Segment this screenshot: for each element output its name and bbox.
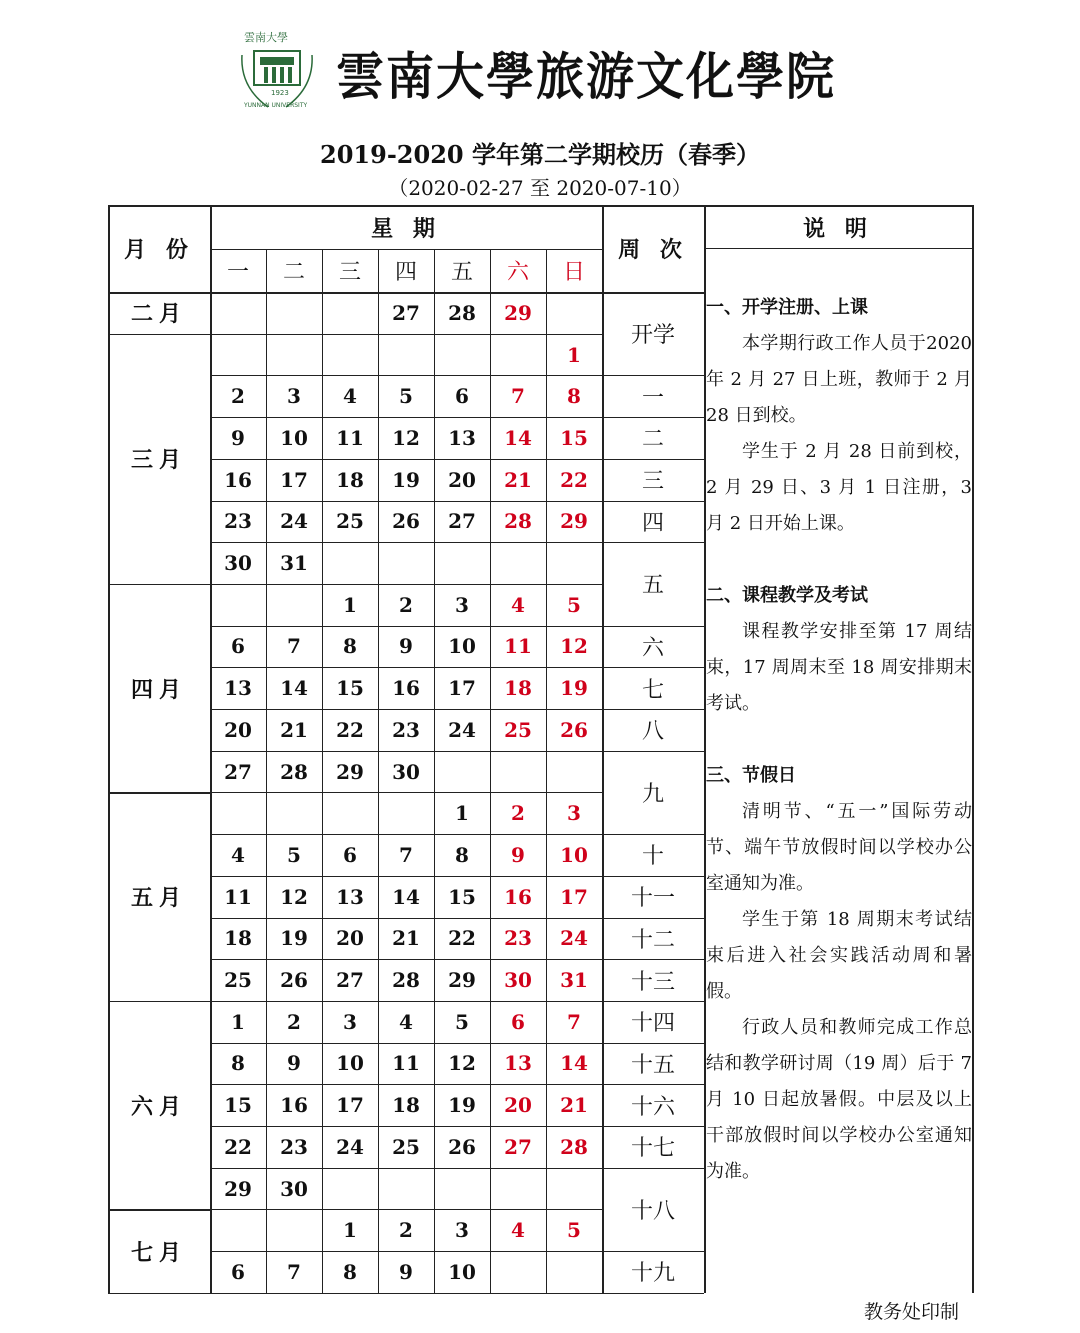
date-cell: 7 [567, 1009, 581, 1034]
date-cell: 24 [560, 926, 588, 951]
date-cell [322, 334, 378, 376]
date-cell: 30 [224, 551, 252, 576]
date-cell: 20 [336, 926, 364, 951]
date-cell [434, 1168, 490, 1210]
date-cell [490, 751, 546, 793]
date-cell: 28 [280, 759, 308, 784]
date-cell: 6 [231, 1259, 245, 1284]
date-cell [322, 1168, 378, 1210]
weekday-header: 一 [226, 260, 249, 285]
date-cell: 17 [280, 467, 308, 492]
date-cell: 10 [280, 425, 308, 450]
date-cell: 23 [224, 509, 252, 534]
date-cell: 19 [280, 926, 308, 951]
date-cell: 7 [399, 842, 413, 867]
date-cell: 5 [567, 592, 581, 617]
date-cell: 3 [455, 592, 469, 617]
date-cell: 26 [560, 717, 588, 742]
date-cell: 10 [560, 842, 588, 867]
date-cell: 29 [448, 968, 476, 993]
date-cell: 1 [343, 592, 357, 617]
date-cell: 22 [560, 467, 588, 492]
week-number-label: 七 [641, 677, 664, 703]
date-cell: 14 [280, 676, 308, 701]
school-name: 雲南大學旅游文化學院 [336, 47, 837, 107]
date-cell: 23 [280, 1134, 308, 1159]
date-cell: 25 [392, 1134, 420, 1159]
weekday-header: 日 [562, 260, 585, 285]
date-cell: 11 [224, 884, 252, 909]
date-cell: 6 [231, 634, 245, 659]
footer-issuer: 教务处印制 [864, 1301, 960, 1323]
date-cell: 27 [224, 759, 252, 784]
date-cell [210, 584, 266, 626]
date-cell: 9 [399, 1259, 413, 1284]
date-cell: 26 [448, 1134, 476, 1159]
date-cell: 16 [280, 1093, 308, 1118]
date-cell: 11 [336, 425, 364, 450]
date-cell: 10 [336, 1051, 364, 1076]
date-cell [322, 292, 378, 334]
weekday-header: 二 [282, 260, 305, 285]
notes-paragraph: 本学期行政工作人员于2020 年 2 月 27 日上班，教师于 2 月 28 日到校。 [706, 333, 972, 426]
date-cell: 13 [224, 676, 252, 701]
date-cell: 4 [511, 1218, 525, 1243]
date-cell: 11 [504, 634, 532, 659]
date-cell: 28 [448, 300, 476, 325]
notes-paragraph: 课程教学安排至第 17 周结束，17 周周末至 18 周安排期末考试。 [706, 621, 972, 714]
date-cell: 31 [560, 968, 588, 993]
date-cell: 20 [448, 467, 476, 492]
date-cell: 12 [392, 425, 420, 450]
table-rule [108, 1293, 704, 1295]
notes-paragraph: 行政人员和教师完成工作总结和教学研讨周（19 周）后于 7 月 10 日起放暑假。中层及以上干部放假时间以学校办公室通知为准。 [706, 1017, 972, 1182]
week-number-label: 十六 [630, 1094, 675, 1120]
date-cell: 30 [392, 759, 420, 784]
date-cell: 8 [567, 384, 581, 409]
date-cell: 14 [504, 425, 532, 450]
date-cell [490, 542, 546, 584]
date-cell: 5 [567, 1218, 581, 1243]
date-cell: 31 [280, 551, 308, 576]
date-cell: 1 [567, 342, 581, 367]
date-cell: 8 [231, 1051, 245, 1076]
week-number-label: 开学 [630, 323, 675, 349]
notes-paragraph: 清明节、“五一”国际劳动节、端午节放假时间以学校办公室通知为准。 [706, 801, 972, 894]
university-seal-icon [238, 25, 316, 111]
date-cell [378, 542, 434, 584]
week-number-label: 五 [641, 573, 664, 599]
date-cell [266, 292, 322, 334]
date-cell: 2 [511, 801, 525, 826]
month-label: 二月 [130, 301, 187, 328]
date-cell: 12 [560, 634, 588, 659]
date-cell [546, 1168, 602, 1210]
date-cell: 14 [560, 1051, 588, 1076]
date-cell: 18 [392, 1093, 420, 1118]
date-cell: 8 [343, 1259, 357, 1284]
date-cell: 27 [504, 1134, 532, 1159]
date-cell: 12 [280, 884, 308, 909]
date-cell [378, 1168, 434, 1210]
date-cell: 22 [224, 1134, 252, 1159]
date-cell: 2 [231, 384, 245, 409]
date-cell: 5 [455, 1009, 469, 1034]
date-cell: 21 [392, 926, 420, 951]
table-rule [972, 205, 974, 1293]
date-cell: 13 [336, 884, 364, 909]
date-cell: 7 [287, 634, 301, 659]
seal-name-text: 雲南大學 [244, 31, 288, 44]
week-number-label: 十二 [630, 927, 675, 953]
date-cell [266, 1209, 322, 1251]
date-cell: 3 [455, 1218, 469, 1243]
date-cell: 26 [280, 968, 308, 993]
date-cell: 19 [392, 467, 420, 492]
date-cell: 22 [336, 717, 364, 742]
date-cell: 15 [224, 1093, 252, 1118]
date-cell [546, 292, 602, 334]
date-cell: 15 [560, 425, 588, 450]
date-cell [210, 292, 266, 334]
date-cell [378, 334, 434, 376]
weekday-group-header: 星 期 [371, 215, 441, 242]
weekday-header: 六 [506, 260, 529, 285]
date-cell: 18 [336, 467, 364, 492]
date-cell: 29 [224, 1176, 252, 1201]
month-label: 三月 [130, 447, 187, 474]
date-cell: 27 [336, 968, 364, 993]
date-cell: 24 [280, 509, 308, 534]
date-cell: 16 [504, 884, 532, 909]
date-cell: 2 [287, 1009, 301, 1034]
date-cell [210, 792, 266, 834]
date-cell [434, 751, 490, 793]
date-cell: 6 [455, 384, 469, 409]
date-cell [266, 334, 322, 376]
date-cell: 9 [231, 425, 245, 450]
date-cell: 5 [399, 384, 413, 409]
date-cell [266, 584, 322, 626]
date-cell: 7 [287, 1259, 301, 1284]
date-cell [322, 542, 378, 584]
date-cell: 29 [560, 509, 588, 534]
date-cell: 25 [224, 968, 252, 993]
date-cell: 23 [504, 926, 532, 951]
week-number-label: 十八 [630, 1198, 675, 1224]
header [0, 0, 1080, 140]
date-cell: 27 [392, 300, 420, 325]
date-cell: 4 [511, 592, 525, 617]
date-cell: 4 [399, 1009, 413, 1034]
notes-section-title: 二、课程教学及考试 [706, 585, 868, 606]
date-cell: 25 [336, 509, 364, 534]
week-number-label: 四 [641, 510, 664, 536]
date-cell: 15 [448, 884, 476, 909]
date-cell: 17 [560, 884, 588, 909]
date-cell: 1 [231, 1009, 245, 1034]
week-number-label: 十七 [630, 1136, 675, 1162]
date-cell: 15 [336, 676, 364, 701]
week-number-label: 十 [641, 844, 664, 870]
date-cell: 13 [504, 1051, 532, 1076]
date-cell [546, 751, 602, 793]
date-cell: 20 [504, 1093, 532, 1118]
notes-section-title: 一、开学注册、上课 [706, 297, 868, 318]
month-label: 五月 [130, 885, 187, 912]
date-cell: 28 [560, 1134, 588, 1159]
date-cell: 28 [392, 968, 420, 993]
date-cell: 6 [511, 1009, 525, 1034]
date-cell: 30 [504, 968, 532, 993]
date-cell: 25 [504, 717, 532, 742]
date-cell: 17 [448, 676, 476, 701]
calendar-date-range: （2020-02-27 至 2020-07-10） [388, 176, 692, 200]
date-cell [490, 1251, 546, 1293]
notes-paragraph: 学生于第 18 周期末考试结束后进入社会实践活动周和暑假。 [706, 909, 972, 1002]
date-cell: 8 [343, 634, 357, 659]
week-number-label: 六 [641, 635, 664, 661]
notes-column-header: 说 明 [803, 215, 873, 242]
date-cell [322, 792, 378, 834]
date-cell: 2 [399, 1218, 413, 1243]
date-cell: 3 [343, 1009, 357, 1034]
month-label: 六月 [130, 1093, 187, 1120]
week-number-label: 十三 [630, 969, 675, 995]
date-cell: 9 [287, 1051, 301, 1076]
weekday-header: 五 [450, 260, 473, 285]
date-cell: 30 [280, 1176, 308, 1201]
week-number-label: 一 [641, 385, 664, 411]
date-cell: 29 [504, 300, 532, 325]
date-cell: 12 [448, 1051, 476, 1076]
date-cell: 18 [504, 676, 532, 701]
date-cell [266, 792, 322, 834]
month-label: 四月 [130, 676, 187, 703]
date-cell: 19 [448, 1093, 476, 1118]
date-cell: 1 [343, 1218, 357, 1243]
date-cell: 21 [280, 717, 308, 742]
week-number-label: 十九 [630, 1261, 675, 1287]
calendar-title: 2019-2020 学年第二学期校历（春季） [320, 140, 760, 169]
date-cell [490, 1168, 546, 1210]
weekday-header: 三 [338, 260, 361, 285]
week-number-column-header: 周 次 [618, 237, 688, 263]
date-cell [378, 792, 434, 834]
date-cell: 29 [336, 759, 364, 784]
week-number-label: 三 [641, 469, 664, 495]
date-cell: 14 [392, 884, 420, 909]
date-cell [490, 334, 546, 376]
date-cell: 20 [224, 717, 252, 742]
date-cell: 4 [343, 384, 357, 409]
week-number-label: 十四 [630, 1011, 675, 1037]
date-cell: 3 [567, 801, 581, 826]
date-cell: 7 [511, 384, 525, 409]
date-cell: 27 [448, 509, 476, 534]
date-cell: 8 [455, 842, 469, 867]
date-cell: 17 [336, 1093, 364, 1118]
seal-ring-text: YUNNAN UNIVERSITY [244, 102, 308, 109]
date-cell: 24 [336, 1134, 364, 1159]
date-cell: 3 [287, 384, 301, 409]
seal-year-text: 1923 [271, 89, 289, 97]
date-cell [434, 542, 490, 584]
month-label: 七月 [130, 1239, 187, 1266]
date-cell: 16 [224, 467, 252, 492]
week-number-label: 二 [641, 427, 664, 453]
date-cell: 18 [224, 926, 252, 951]
date-cell: 6 [343, 842, 357, 867]
week-number-label: 十一 [630, 886, 675, 912]
notes-section-title: 三、节假日 [706, 765, 796, 786]
date-cell: 21 [560, 1093, 588, 1118]
date-cell: 9 [511, 842, 525, 867]
date-cell: 19 [560, 676, 588, 701]
date-cell: 11 [392, 1051, 420, 1076]
date-cell: 10 [448, 634, 476, 659]
date-cell [210, 334, 266, 376]
date-cell: 21 [504, 467, 532, 492]
date-cell [210, 1209, 266, 1251]
date-cell: 1 [455, 801, 469, 826]
month-column-header: 月 份 [124, 237, 194, 263]
date-cell: 10 [448, 1259, 476, 1284]
date-cell: 4 [231, 842, 245, 867]
date-cell: 16 [392, 676, 420, 701]
notes-paragraph: 学生于 2 月 28 日前到校，2 月 29 日、3 月 1 日注册，3 月 2 日开始上课。 [706, 441, 972, 534]
date-cell: 23 [392, 717, 420, 742]
week-number-label: 九 [641, 781, 664, 807]
date-cell: 28 [504, 509, 532, 534]
date-cell: 13 [448, 425, 476, 450]
date-cell: 26 [392, 509, 420, 534]
date-cell [434, 334, 490, 376]
date-cell: 2 [399, 592, 413, 617]
notes-panel [706, 290, 972, 1190]
date-cell: 5 [287, 842, 301, 867]
date-cell: 24 [448, 717, 476, 742]
week-number-label: 八 [641, 719, 664, 745]
date-cell [546, 542, 602, 584]
date-cell: 9 [399, 634, 413, 659]
date-cell: 22 [448, 926, 476, 951]
weekday-header: 四 [394, 260, 417, 285]
date-cell [546, 1251, 602, 1293]
week-number-label: 十五 [630, 1052, 675, 1078]
